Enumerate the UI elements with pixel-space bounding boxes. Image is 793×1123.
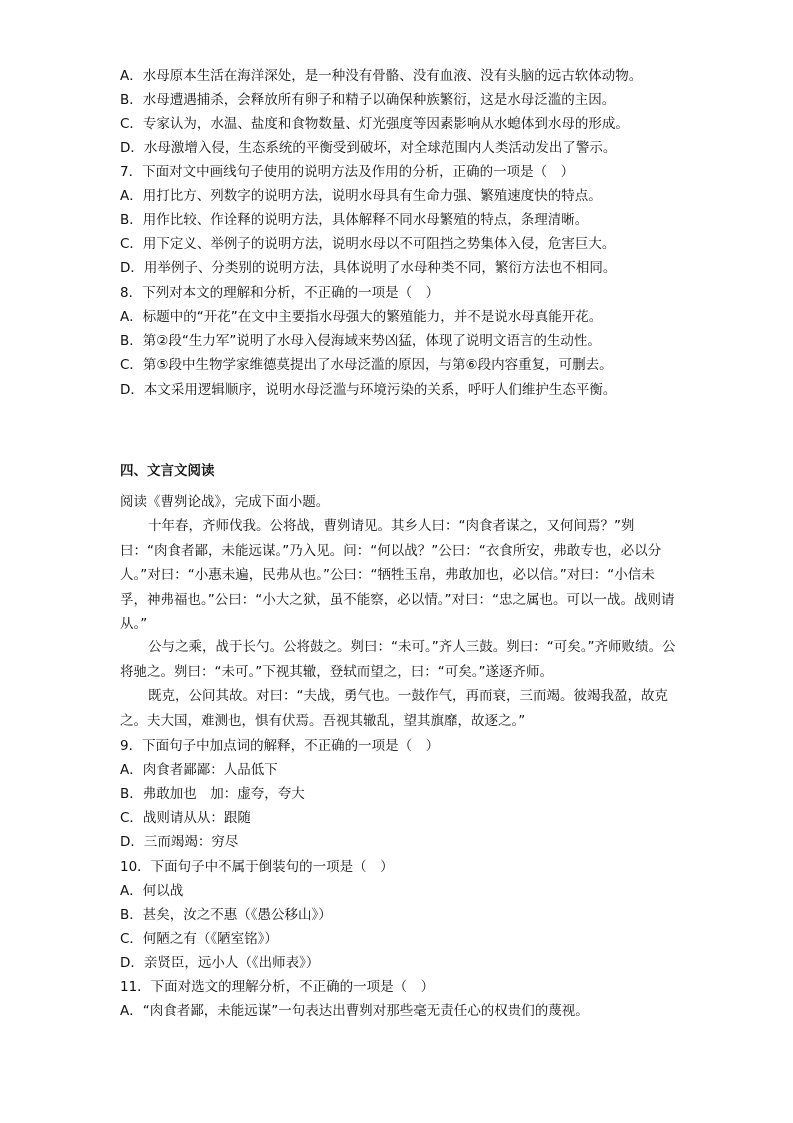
q9-option-d: D．三而竭竭：穷尽: [120, 834, 239, 850]
q11-stem: 11．下面对选文的理解分析，不正确的一项是（ ）: [120, 979, 435, 995]
q7-option-b: B．用作比较、作诠释的说明方法，具体解释不同水母繁殖的特点，条理清晰。: [120, 212, 589, 228]
q9-option-a: A．肉食者鄙鄙：人品低下: [120, 762, 278, 778]
q8-option-c: C．第⑤段中生物学家维德莫提出了水母泛滥的原因，与第⑥段内容重复，可删去。: [120, 357, 613, 373]
passage-paragraph-3: [120, 684, 680, 733]
q6-option-d: D．水母激增入侵，生态系统的平衡受到破坏，对全球范围内人类活动发出了警示。: [120, 140, 617, 156]
q6-option-a: A．水母原本生活在海洋深处，是一种没有骨骼、没有血液、没有头脑的远古软体动物。: [120, 68, 643, 84]
passage-paragraph-1: [120, 514, 680, 637]
q7-option-d: D．用举例子、分类别的说明方法，具体说明了水母种类不同，繁衍方法也不相同。: [120, 260, 617, 276]
q9-option-c: C．战则请从从：跟随: [120, 810, 251, 826]
q10-stem: 10．下面句子中不属于倒装句的一项是（ ）: [120, 859, 394, 875]
reading-intro: 阅读《曹刿论战》，完成下面小题。: [120, 494, 330, 510]
q8-option-b: B．第②段“生力军”说明了水母入侵海域来势凶猛，体现了说明文语言的生动性。: [120, 333, 601, 349]
passage-paragraph-2: [120, 635, 680, 684]
q7-option-a: A．用打比方、列数字的说明方法，说明水母具有生命力强、繁殖速度快的特点。: [120, 188, 602, 204]
q11-option-a: A．“肉食者鄙，未能远谋”一句表达出曹刿对那些毫无责任心的权贵们的蔑视。: [120, 1003, 589, 1019]
q7-stem: 7．下面对文中画线句子使用的说明方法及作用的分析，正确的一项是（ ）: [120, 164, 575, 180]
q8-stem: 8．下列对本文的理解和分析，不正确的一项是（ ）: [120, 285, 440, 301]
q10-option-b: B．甚矣，汝之不惠（《愚公移山》）: [120, 907, 332, 923]
q9-stem: 9．下面句子中加点词的解释，不正确的一项是（ ）: [120, 738, 440, 754]
q6-option-b: B．水母遭遇捕杀，会释放所有卵子和精子以确保种族繁衍，这是水母泛滥的主因。: [120, 92, 616, 108]
section-heading: 四、文言文阅读: [120, 463, 215, 479]
passage-paragraph-2-text: 公与之乘，战于长勺。公将鼓之。刿曰：“未可。”齐人三鼓。刿曰：“可矣。”齐师败绩。公将驰之。刿曰：“未可。”下视其辙，登轼而望之，曰：“可矣。”遂逐齐师。: [120, 639, 676, 680]
passage-paragraph-3-text: 既克，公问其故。对曰：“夫战，勇气也。一鼓作气，再而衰，三而竭。彼竭我盈，故克之。夫大国，难测也，惧有伏焉。吾视其辙乱，望其旗靡，故逐之。”: [120, 688, 668, 729]
q9-option-b: B．弗敢加也 加：虚夸，夸大: [120, 786, 305, 802]
q10-option-a: A．何以战: [120, 883, 184, 899]
passage-paragraph-1-text: 十年春，齐师伐我。公将战，曹刿请见。其乡人曰：“肉食者谋之，又何间焉？”刿曰：“肉食者鄙，未能远谋。”乃入见。问：“何以战？”公曰：“衣食所安，弗敢专也，必以分人。”对曰：“小惠未遍，民弗从也。”公曰：“牺牲玉帛，弗敢加也，必以信。”对曰：“小信未孚，神弗福也。”公曰：“小大之狱，虽不能察，必以情。”对曰：“忠之属也。可以一战。战则请从。”: [120, 518, 675, 632]
q10-option-d: D．亲贤臣，远小人（《出师表》）: [120, 955, 320, 971]
q6-option-c: C．专家认为，水温、盐度和食物数量、灯光强度等因素影响从水螅体到水母的形成。: [120, 116, 629, 132]
q10-option-c: C．何陋之有（《陋室铭》）: [120, 931, 278, 947]
q7-option-c: C．用下定义、举例子的说明方法，说明水母以不可阻挡之势集体入侵，危害巨大。: [120, 236, 616, 252]
q8-option-a: A．标题中的“开花”在文中主要指水母强大的繁殖能力，并不是说水母真能开花。: [120, 309, 603, 325]
q8-option-d: D．本文采用逻辑顺序，说明水母泛滥与环境污染的关系，呼吁人们维护生态平衡。: [120, 382, 617, 398]
